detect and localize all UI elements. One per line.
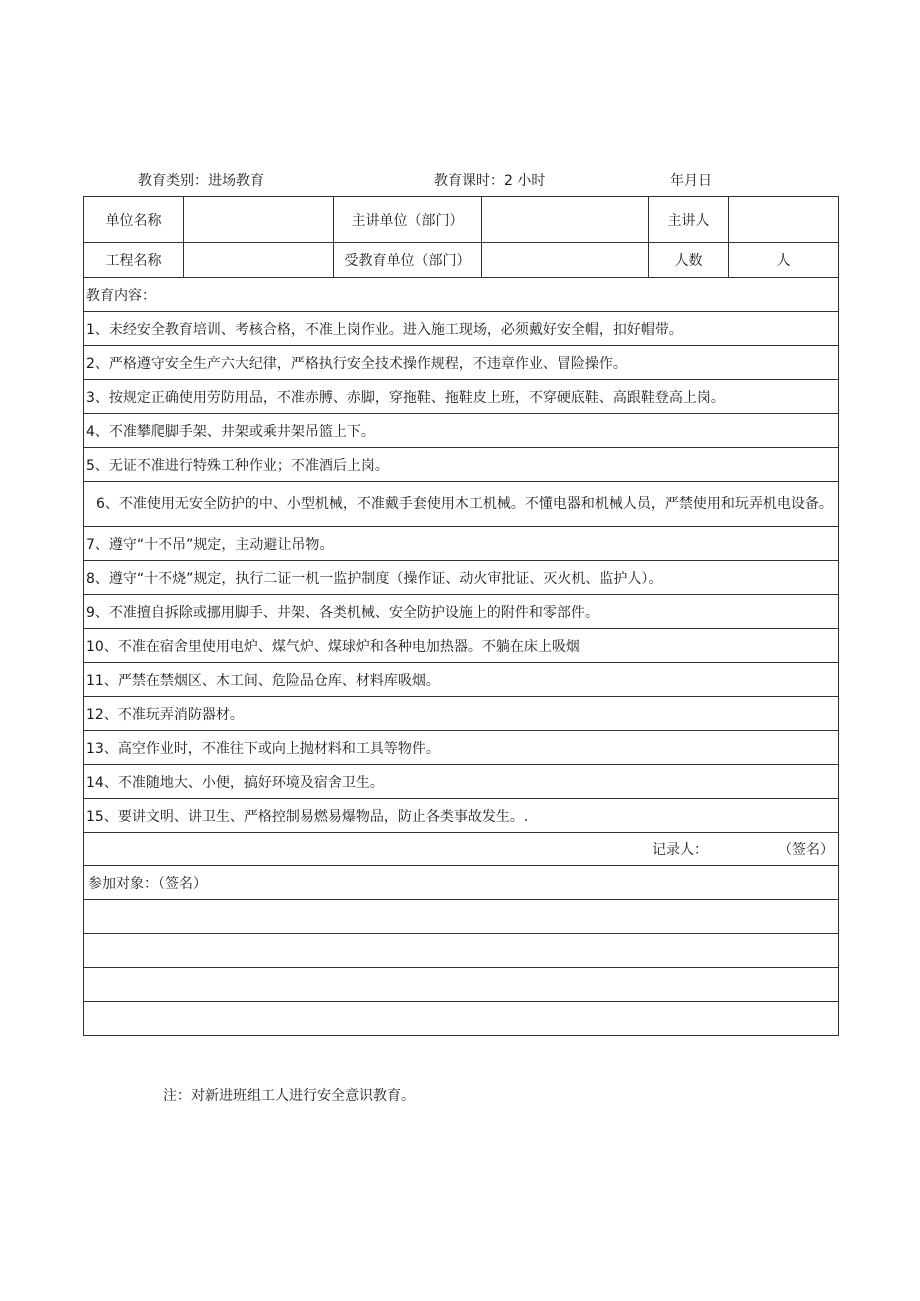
table-row: [84, 663, 839, 697]
unit-name-label: 单位名称: [84, 197, 184, 243]
table-row: [84, 866, 839, 900]
content-item-2: 2、严格遵守安全生产六大纪律，严格执行安全技术操作规程，不违章作业、冒险操作。: [84, 346, 839, 380]
participants-label: 参加对象：（签名）: [84, 866, 839, 900]
participant-signature-line[interactable]: [84, 1002, 839, 1036]
content-item-9: 9、不准擅自拆除或挪用脚手、井架、各类机械、安全防护设施上的附件和零部件。: [84, 595, 839, 629]
table-row: [84, 629, 839, 663]
trainee-unit-field[interactable]: [482, 243, 649, 278]
recorder-label: 记录人：: [652, 842, 708, 858]
content-item-1: 1、未经安全教育培训、考核合格，不准上岗作业。进入施工现场，必须戴好安全帽，扣好帽带。: [84, 312, 839, 346]
project-name-label: 工程名称: [84, 243, 184, 278]
content-item-12: 12、不准玩弄消防器材。: [84, 697, 839, 731]
table-row: [84, 448, 839, 482]
table-row: [84, 380, 839, 414]
content-item-13: 13、高空作业时，不准往下或向上抛材料和工具等物件。: [84, 731, 839, 765]
table-row: [84, 1002, 839, 1036]
content-item-4: 4、不准攀爬脚手架、井架或乘井架吊篮上下。: [84, 414, 839, 448]
table-row: [84, 346, 839, 380]
education-hours: 教育课时：2 小时: [434, 173, 546, 189]
table-row: [84, 900, 839, 934]
table-row: [84, 561, 839, 595]
unit-name-field[interactable]: [184, 197, 334, 243]
content-item-14: 14、不准随地大、小便，搞好环境及宿舍卫生。: [84, 765, 839, 799]
table-row: [84, 799, 839, 833]
content-item-11: 11、严禁在禁烟区、木工间、危险品仓库、材料库吸烟。: [84, 663, 839, 697]
recorder-signature-label: （签名）: [778, 842, 834, 858]
table-row: [84, 697, 839, 731]
content-item-7: 7、遵守“十不吊”规定，主动避让吊物。: [84, 527, 839, 561]
table-row: [84, 278, 839, 312]
education-record-table: [83, 196, 839, 1036]
recorder-cell[interactable]: [84, 833, 839, 866]
headcount-label: 人数: [649, 243, 729, 278]
content-item-3: 3、按规定正确使用劳防用品，不准赤膊、赤脚，穿拖鞋、拖鞋皮上班，不穿硬底鞋、高跟鞋登高上岗。: [84, 380, 839, 414]
table-row: [84, 527, 839, 561]
date-field: 年月日: [670, 173, 712, 189]
content-label: 教育内容：: [84, 278, 839, 312]
header-line: [0, 170, 920, 190]
content-item-8: 8、遵守“十不烧”规定，执行二证一机一监护制度（操作证、动火审批证、灭火机、监护人）。: [84, 561, 839, 595]
table-row: [84, 968, 839, 1002]
table-row: [84, 312, 839, 346]
lecturer-label: 主讲人: [649, 197, 729, 243]
participant-signature-line[interactable]: [84, 968, 839, 1002]
lecturer-unit-label: 主讲单位（部门）: [334, 197, 482, 243]
headcount-field[interactable]: 人: [729, 243, 839, 278]
table-row: [84, 482, 839, 527]
participant-signature-line[interactable]: [84, 934, 839, 968]
content-item-10: 10、不准在宿舍里使用电炉、煤气炉、煤球炉和各种电加热器。不躺在床上吸烟: [84, 629, 839, 663]
lecturer-field[interactable]: [729, 197, 839, 243]
content-item-15: 15、要讲文明、讲卫生、严格控制易燃易爆物品，防止各类事故发生。.: [84, 799, 839, 833]
table-row: [84, 414, 839, 448]
table-row: [84, 765, 839, 799]
content-item-6: 6、不准使用无安全防护的中、小型机械，不准戴手套使用木工机械。不懂电器和机械人员，严禁使用和玩弄机电设备。: [84, 482, 839, 527]
trainee-unit-label: 受教育单位（部门）: [334, 243, 482, 278]
lecturer-unit-field[interactable]: [482, 197, 649, 243]
education-category: 教育类别：进场教育: [138, 173, 264, 189]
table-row: [84, 243, 839, 278]
participant-signature-line[interactable]: [84, 900, 839, 934]
table-row: [84, 595, 839, 629]
table-row: [84, 731, 839, 765]
footnote: 注：对新进班组工人进行安全意识教育。: [163, 1088, 415, 1104]
table-row: [84, 197, 839, 243]
table-row: [84, 833, 839, 866]
content-item-5: 5、无证不准进行特殊工种作业；不准酒后上岗。: [84, 448, 839, 482]
project-name-field[interactable]: [184, 243, 334, 278]
table-row: [84, 934, 839, 968]
